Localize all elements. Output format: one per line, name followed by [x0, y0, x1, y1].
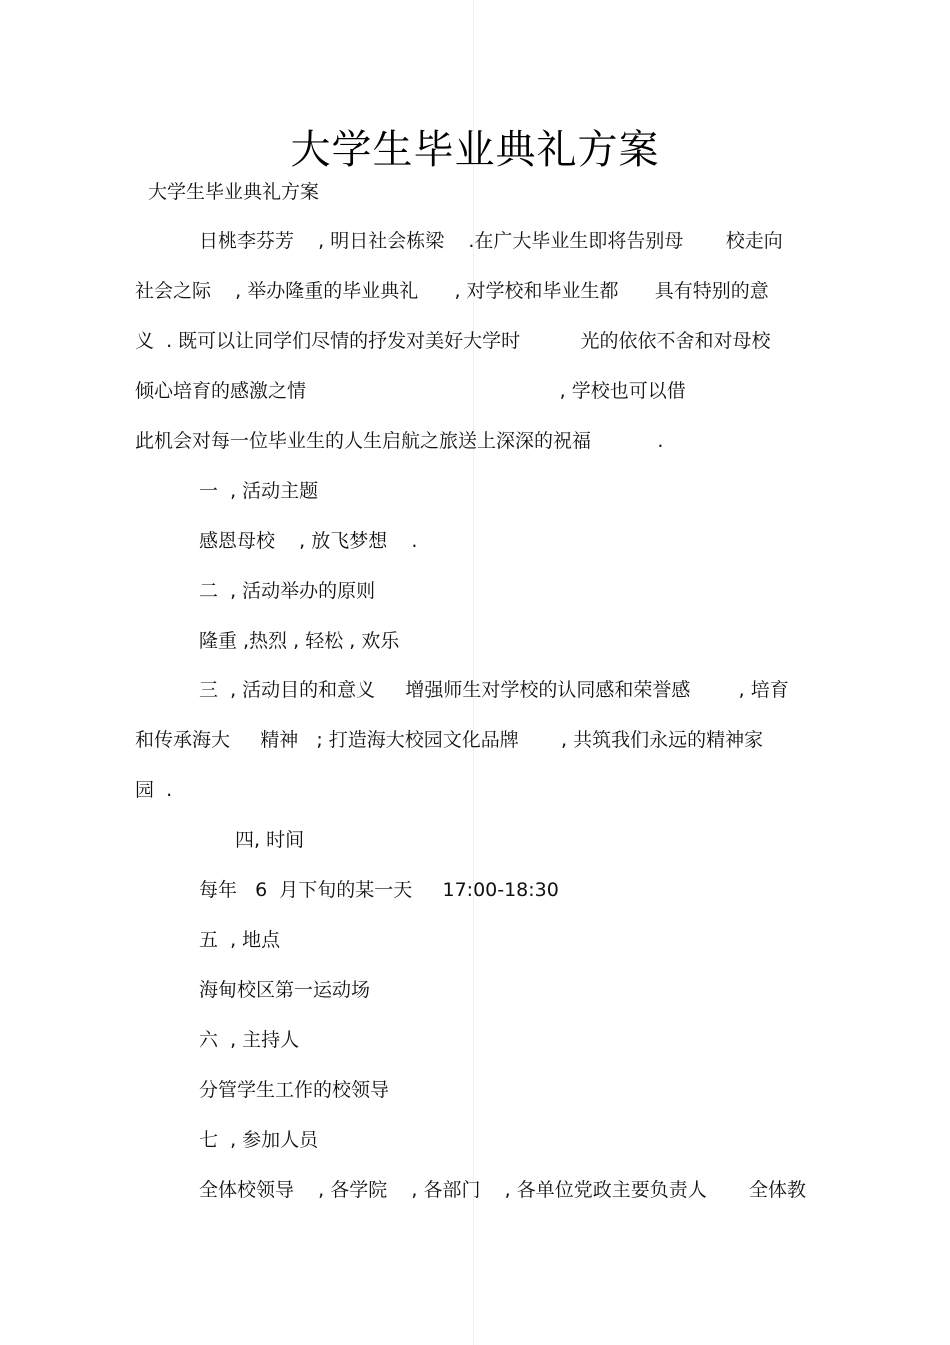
- section-content: 每年 6 月下旬的某一天 17:00-18:30: [199, 879, 559, 901]
- document-title: 大学生毕业典礼方案: [290, 127, 660, 173]
- section-content: 隆重 ,热烈 , 轻松 , 欢乐: [199, 630, 400, 652]
- section-content: 海甸校区第一运动场: [199, 979, 371, 1001]
- section-heading: 五 , 地点: [199, 929, 281, 951]
- section-heading: 二 , 活动举办的原则: [199, 580, 376, 602]
- section-heading: 一 , 活动主题: [199, 480, 319, 502]
- paragraph-line: 社会之际 , 举办隆重的毕业典礼 , 对学校和毕业生都 具有特别的意: [135, 280, 769, 302]
- section-content: 和传承海大 精神 ; 打造海大校园文化品牌 , 共筑我们永远的精神家: [135, 729, 764, 751]
- paragraph-line: 倾心培育的感激之情 , 学校也可以借: [135, 380, 686, 402]
- section-content: 园 .: [135, 779, 173, 801]
- subtitle-line: 大学生毕业典礼方案: [148, 181, 320, 203]
- paragraph-line: 日桃李芬芳 , 明日社会栋梁 .在广大毕业生即将告别母 校走向: [199, 230, 783, 252]
- section-heading: 六 , 主持人: [199, 1029, 300, 1051]
- paragraph-line: 义 . 既可以让同学们尽情的抒发对美好大学时 光的依依不舍和对母校: [135, 330, 771, 352]
- section-content: 分管学生工作的校领导: [199, 1079, 390, 1101]
- paragraph-line: 此机会对每一位毕业生的人生启航之旅送上深深的祝福 .: [135, 430, 664, 452]
- page-fold-line: [473, 0, 474, 1345]
- section-heading: 七 , 参加人员: [199, 1129, 319, 1151]
- section-content: 全体校领导 , 各学院 , 各部门 , 各单位党政主要负责人 全体教: [199, 1179, 806, 1201]
- section-content: 感恩母校 , 放飞梦想 .: [199, 530, 418, 552]
- section-heading: 三 , 活动目的和意义 增强师生对学校的认同感和荣誉感 , 培育: [199, 679, 789, 701]
- section-heading: 四, 时间: [235, 829, 305, 851]
